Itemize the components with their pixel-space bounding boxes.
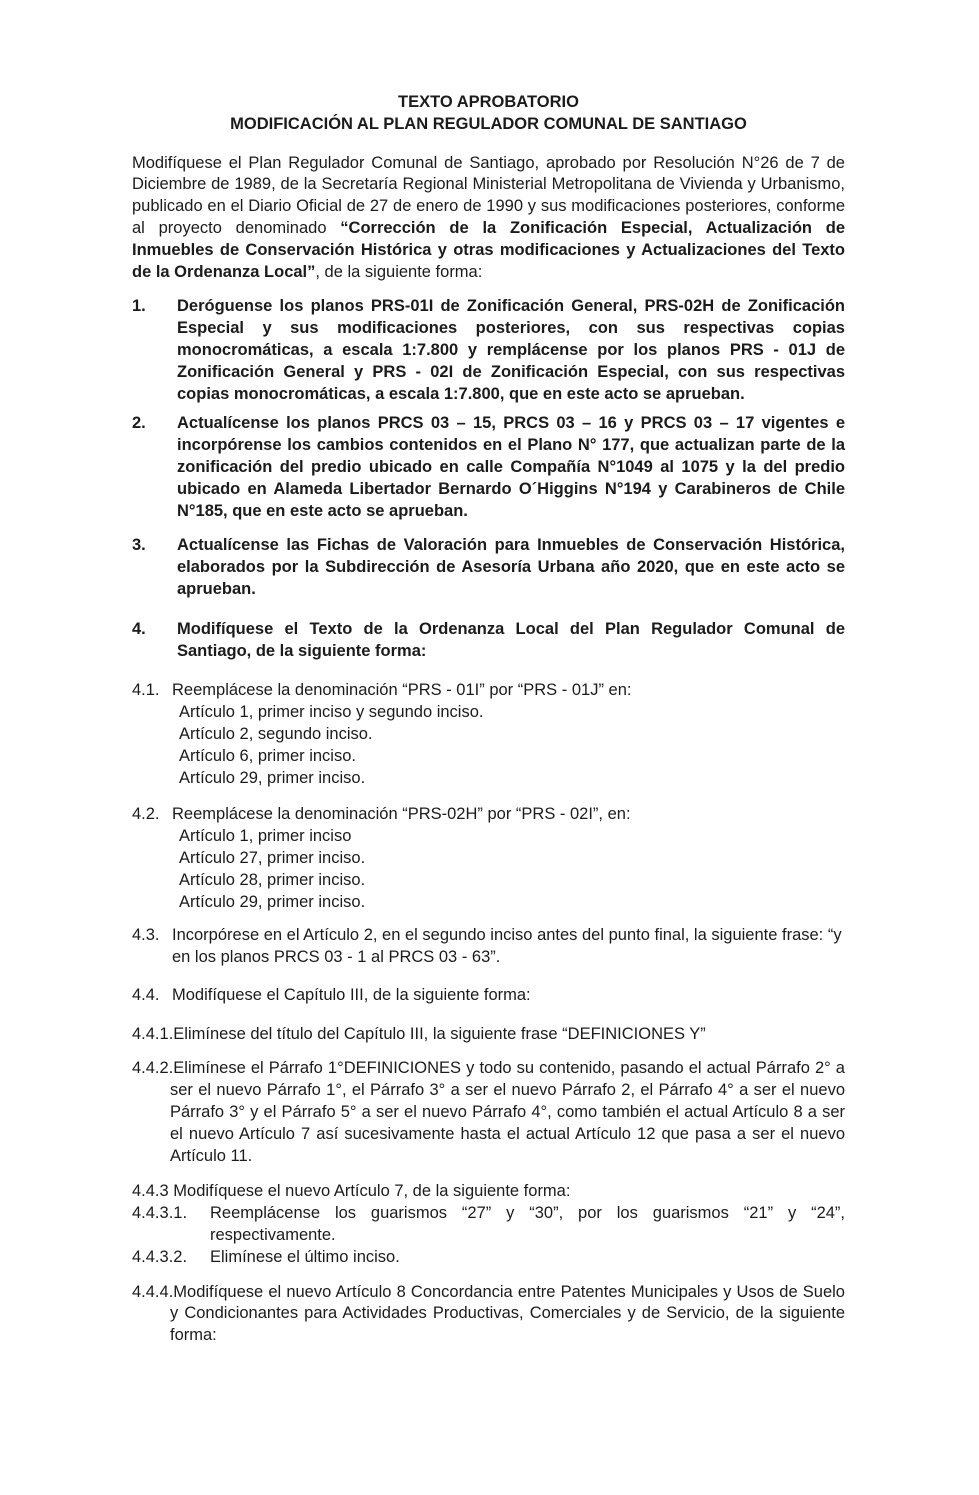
title-line-1: TEXTO APROBATORIO [398, 93, 579, 111]
clause-4-4-3-1-number: 4.4.3.1. [132, 1204, 188, 1223]
clause-4-1 [132, 680, 845, 789]
clause-4-3-number: 4.3. [132, 926, 160, 945]
clause-4-4-2 [132, 1058, 845, 1167]
project-name-bold: “Corrección de la Zonificación Especial, Actualización de Inmuebles de Conservación Histórica y otras modificaciones y Actualizaciones del Texto de la Ordenanza Local” [132, 218, 846, 281]
clause-4-4-3-2-text: Elimínese el último inciso. [210, 1247, 400, 1266]
clause-4-2-line-1: Artículo 1, primer inciso [179, 827, 352, 846]
clause-2-number: 2. [132, 414, 146, 433]
clause-4-4-4 [132, 1282, 845, 1347]
clause-4-4-3-2 [132, 1247, 845, 1269]
intro-paragraph [132, 153, 845, 284]
clause-4-4-3 [132, 1181, 845, 1203]
clause-4-3 [132, 925, 845, 969]
clause-4-2 [132, 804, 845, 913]
title-line-2: MODIFICACIÓN AL PLAN REGULADOR COMUNAL DE SANTIAGO [230, 114, 747, 133]
clause-4-4-number: 4.4. [132, 985, 160, 1004]
clause-4-text: Modifíquese el Texto de la Ordenanza Local del Plan Regulador Comunal de Santiago, de la siguiente forma: [177, 619, 845, 660]
intro-text-lead: Modifíquese el Plan Regulador Comunal de Santiago, aprobado por Resolución N°26 de 7 de Diciembre de 1989, de la Secretaría Regional Ministerial Metropolitana de Vivienda y Urbanismo, publicado en el Diario Oficial de 27 de enero de 1990 y sus modificaciones posteriores, conforme al proyecto denominado [132, 153, 845, 237]
clause-4-4-4-text: Modifíquese el nuevo Artículo 8 Concordancia entre Patentes Municipales y Usos de Suelo y Condicionantes para Actividades Productivas, Comerciales y de Servicio, de la siguiente forma: [170, 1282, 845, 1345]
clause-4-4-3-number: 4.4.3 [132, 1182, 169, 1201]
clause-4-4-3-1-text: Reemplácense los guarismos “27” y “30”, por los guarismos “21” y “24”, respectivamente. [210, 1204, 845, 1245]
clause-4-1-line-4: Artículo 29, primer inciso. [179, 768, 366, 787]
clause-1 [132, 296, 845, 405]
clause-4-1-line-3: Artículo 6, primer inciso. [179, 746, 356, 765]
clause-4-4-3-2-number: 4.4.3.2. [132, 1247, 188, 1266]
clause-2 [132, 413, 845, 522]
clause-4-4-1-text: Elimínese del título del Capítulo III, la siguiente frase “DEFINICIONES Y” [173, 1024, 706, 1043]
clause-4 [132, 619, 845, 663]
clause-4-2-text: Reemplácese la denominación “PRS-02H” por “PRS - 02I”, en: [172, 805, 631, 824]
clause-2-text: Actualícense los planos PRCS 03 – 15, PRCS 03 – 16 y PRCS 03 – 17 vigentes e incorpórense los cambios contenidos en el Plano N° 177, que actualizan parte de la zonificación del predio ubicado en calle Compañía N°1049 al 1075 y la del predio ubicado en Alameda Libertador Bernardo O´Higgins N°194 y Carabineros de Chile N°185, que en este acto se aprueban. [177, 414, 845, 520]
clause-4-4-3-1 [132, 1203, 845, 1247]
clause-4-4-text: Modifíquese el Capítulo III, de la siguiente forma: [172, 985, 531, 1004]
clause-3-text: Actualícense las Fichas de Valoración para Inmuebles de Conservación Histórica, elaborados por la Subdirección de Asesoría Urbana año 2020, que en este acto se aprueban. [177, 536, 845, 598]
clause-4-2-line-4: Artículo 29, primer inciso. [179, 892, 366, 911]
clause-4-4 [132, 985, 845, 1007]
clause-3 [132, 535, 845, 600]
clause-4-4-1-number: 4.4.1. [132, 1024, 174, 1043]
clause-4-2-number: 4.2. [132, 805, 160, 824]
clause-4-1-text: Reemplácese la denominación “PRS - 01I” por “PRS - 01J” en: [172, 681, 632, 700]
clause-4-number: 4. [132, 619, 146, 638]
clause-4-4-3-text: Modifíquese el nuevo Artículo 7, de la siguiente forma: [168, 1182, 571, 1201]
clause-1-number: 1. [132, 297, 146, 316]
intro-text-tail: , de la siguiente forma: [315, 262, 483, 281]
clause-4-3-text: Incorpórese en el Artículo 2, en el segundo inciso antes del punto final, la siguiente frase: “y en los planos PRCS 03 - 1 al PRCS 03 - 63”. [172, 926, 842, 967]
clause-4-1-line-2: Artículo 2, segundo inciso. [179, 724, 373, 743]
clause-4-4-1 [132, 1024, 845, 1046]
clause-3-number: 3. [132, 536, 146, 555]
document-title [132, 92, 845, 136]
clause-4-2-line-3: Artículo 28, primer inciso. [179, 870, 366, 889]
clause-4-1-line-1: Artículo 1, primer inciso y segundo inciso. [179, 703, 484, 722]
clause-4-4-4-number: 4.4.4. [132, 1282, 174, 1301]
clause-4-4-2-text: Elimínese el Párrafo 1°DEFINICIONES y todo su contenido, pasando el actual Párrafo 2° a ser el nuevo Párrafo 1°, el Párrafo 3° a ser el nuevo Párrafo 2, el Párrafo 4° a ser el nuevo Párrafo 3° y el Párrafo 5° a ser el nuevo Párrafo 4°, como también el actual Artículo 8 a ser el nuevo Artículo 7 así sucesivamente hasta el actual Artículo 12 que pasa a ser el nuevo Artículo 11. [170, 1059, 845, 1165]
clause-1-text: Deróguense los planos PRS-01I de Zonificación General, PRS-02H de Zonificación Especial y sus modificaciones posteriores, con sus respectivas copias monocromáticas, a escala 1:7.800 y remplácense por los planos PRS - 01J de Zonificación General y PRS - 02I de Zonificación Especial, con sus respectivas copias monocromáticas, a escala 1:7.800, que en este acto se aprueban. [177, 297, 845, 403]
clause-4-4-2-number: 4.4.2. [132, 1059, 174, 1078]
clause-4-1-number: 4.1. [132, 681, 160, 700]
clause-4-2-line-2: Artículo 27, primer inciso. [179, 848, 366, 867]
